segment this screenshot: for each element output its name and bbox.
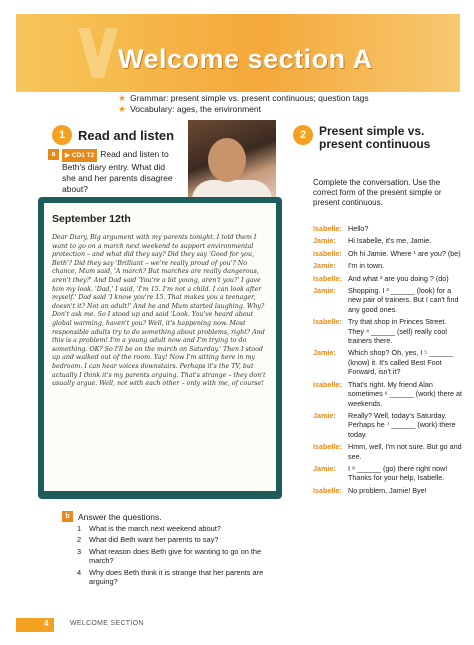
list-item: Isabelle: And what ² are you doing ? (do) xyxy=(313,273,449,283)
diary-date: September 12th xyxy=(52,213,131,225)
section-title: Present simple vs. present continuous xyxy=(319,124,431,151)
audio-track-badge[interactable]: ▶ CD1 T2 xyxy=(62,149,97,162)
list-item: Jamie: I'm in town. xyxy=(313,261,385,271)
part-b-title: Answer the questions. xyxy=(78,511,162,522)
section-number: 1 xyxy=(52,125,72,145)
section-1a-instruction: a ▶ CD1 T2 Read and listen to Beth's diary entry. What did she and her parents disagree about? xyxy=(62,149,180,195)
photo-face xyxy=(208,138,246,182)
section-2-heading xyxy=(293,125,439,151)
list-item: Isabelle: Hmm, well, I'm not sure. But go and see. xyxy=(313,442,462,461)
topic-bullets xyxy=(118,93,369,115)
footer-section-label: WELCOME SECTION xyxy=(70,620,144,627)
play-icon: ▶ xyxy=(65,152,70,159)
conversation xyxy=(313,224,463,498)
diary-text: Dear Diary, Big argument with my parents tonight. I told them I want to go on a march next weekend to support environmental protection – and what did they say? Did they say 'Good for you, Beth'? Did they say 'Brilliant – we're really proud of you'? No chance, Mum said, 'A march? But marches are really dangerous, aren't they?' And Dad said 'You're a bit young, aren't you?' I gave him my look. 'Dad,' I said, 'I'm 15. I'm not a child. I can look after myself.' Dad said 'I know you're 15. That makes you a teenager, doesn't it? Not an adult!' And he and Mum started laughing. Why? Don't ask me. So I stood up and said 'Look. You've heard about global warming, haven't you? Well, it's happening now. Most responsible adults try to do something about problems, right? And this is a problem! I'm a young adult now and I'm trying to do something. OK? So I'll be on the march on Saturday.' Then I stood up and walked out of the room. Yay! Now I'm sitting here in my bedroom. I can hear voices downstairs. Perhaps it's the TV, but actually I think it's my parents arguing. That's strange – they don't usually argue. Well, not with each other – only with me, of course! xyxy=(52,234,266,388)
list-item: 3 What reason does Beth give for wanting to go on the march? xyxy=(77,546,262,566)
list-item: Isabelle: Hello? xyxy=(313,224,369,233)
list-item: Jamie: Shopping. I ³ ______ (look) for a new pair of trainers. But I can't find any good ones. xyxy=(313,286,459,314)
page-title: Welcome section A xyxy=(118,44,373,74)
list-item: Isabelle: Oh hi Jamie. Where ¹ are you? (be) xyxy=(313,248,461,258)
list-item: 4 Why does Beth think it is strange that her parents are arguing? xyxy=(77,567,264,587)
list-item: Jamie: Hi Isabelle, it's me, Jamie. xyxy=(313,236,432,246)
section-number: 2 xyxy=(293,125,313,145)
list-item: Isabelle: No problem, Jamie! Bye! xyxy=(313,485,427,495)
section-2-instruction: Complete the conversation. Use the correct form of the present simple or present continuous. xyxy=(313,178,442,207)
question-list xyxy=(77,524,277,588)
list-item: Isabelle: That's right. My friend Alan sometimes ⁶ ______ (work) there at weekends. xyxy=(313,379,463,408)
page-number: 4 xyxy=(44,619,49,628)
list-item: Jamie: I ⁸ ______ (go) there right now! Thanks for your help, Isabelle. xyxy=(313,463,448,483)
list-item: 2 What did Beth want her parents to say? xyxy=(77,535,219,545)
part-a-label: a xyxy=(48,149,59,160)
section-title: Read and listen xyxy=(78,127,175,143)
bullet-vocabulary: ★ Vocabulary: ages, the environment xyxy=(118,104,261,114)
star-icon: ★ xyxy=(118,93,127,103)
section-1-heading xyxy=(52,125,174,145)
list-item: Jamie: Really? Well, today's Saturday. Perhaps he ⁷ ______ (work) there today. xyxy=(313,410,456,439)
list-item: Isabelle: Try that shop in Princes Street. They ⁴ ______ (sell) really cool trainers there. xyxy=(313,317,447,346)
list-item: 1 What is the march next weekend about? xyxy=(77,524,221,533)
section-1b-heading xyxy=(62,511,162,522)
list-item: Jamie: Which shop? Oh, yes, I ⁵ ______ (know) it. It's called Best Foot Forward, isn't it? xyxy=(313,348,454,377)
part-b-label: b xyxy=(62,511,73,522)
bullet-grammar: ★ Grammar: present simple vs. present continuous; question tags xyxy=(118,93,369,103)
star-icon: ★ xyxy=(118,104,127,114)
